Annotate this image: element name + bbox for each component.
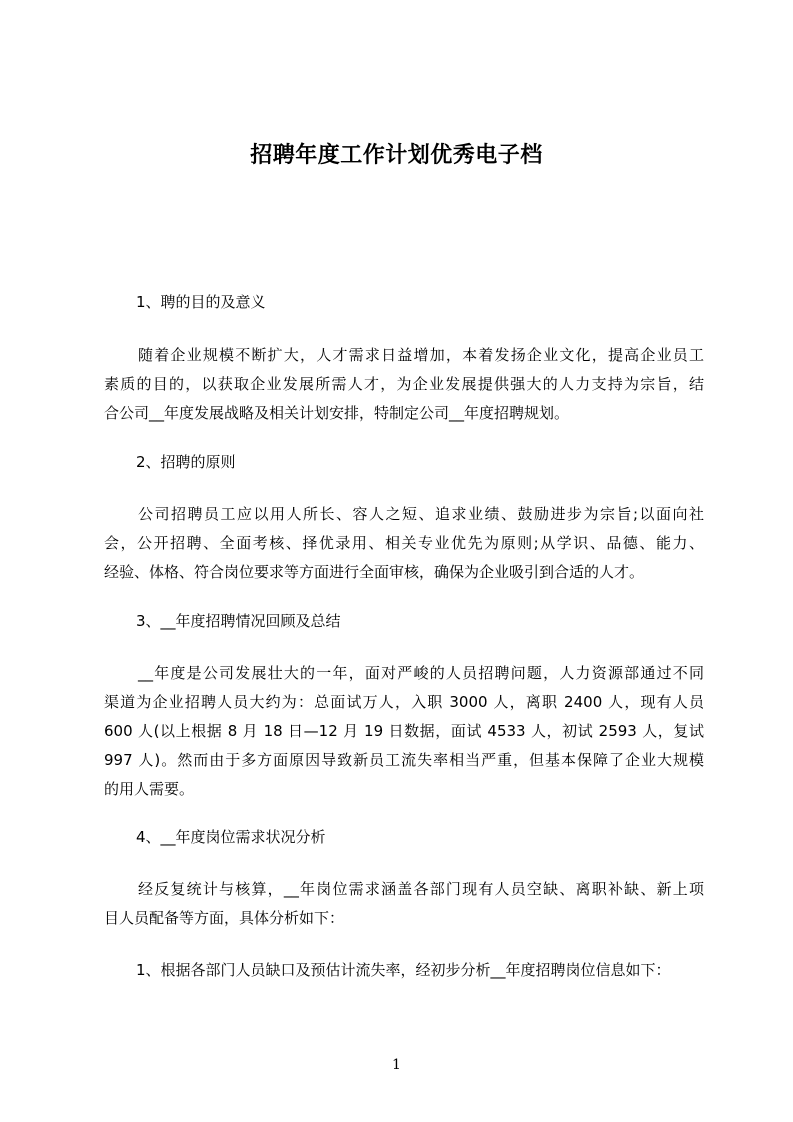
paragraph-line: 会，公开招聘、全面考核、择优录用、相关专业优先为原则;从学识、品德、能力、 xyxy=(104,534,704,552)
section-heading-purpose: 1、聘的目的及意义 xyxy=(136,293,266,311)
paragraph-line: 经反复统计与核算，__年岗位需求涵盖各部门现有人员空缺、离职补缺、新上项 xyxy=(138,880,704,898)
paragraph-line: 公司招聘员工应以用人所长、容人之短、追求业绩、鼓励进步为宗旨;以面向社 xyxy=(138,505,704,523)
subsection-heading-positions: 1、根据各部门人员缺口及预估计流失率，经初步分析__年度招聘岗位信息如下： xyxy=(136,961,671,979)
document-title: 招聘年度工作计划优秀电子档 xyxy=(250,143,543,168)
section-paragraph-demand xyxy=(104,875,704,933)
paragraph-line: 渠道为企业招聘人员大约为：总面试万人，入职 3000 人，离职 2400 人，现有人员 xyxy=(104,693,704,711)
section-paragraph-purpose xyxy=(104,341,704,428)
section-paragraph-principles xyxy=(104,500,704,587)
section-heading-principles: 2、招聘的原则 xyxy=(136,453,236,471)
paragraph-line: 合公司__年度发展战略及相关计划安排，特制定公司__年度招聘规划。 xyxy=(104,404,570,422)
section-heading-demand: 4、__年度岗位需求状况分析 xyxy=(136,828,326,846)
paragraph-line: 经验、体格、符合岗位要求等方面进行全面审核，确保为企业吸引到合适的人才。 xyxy=(104,563,645,581)
page-number: 1 xyxy=(392,1057,401,1073)
paragraph-line: 的用人需要。 xyxy=(104,780,195,798)
paragraph-line: 随着企业规模不断扩大，人才需求日益增加，本着发扬企业文化，提高企业员工 xyxy=(138,346,704,364)
paragraph-line: __年度是公司发展壮大的一年，面对严峻的人员招聘问题，人力资源部通过不同 xyxy=(138,664,704,682)
paragraph-line: 目人员配备等方面，具体分析如下： xyxy=(104,909,345,927)
paragraph-line: 997 人)。然而由于多方面原因导致新员工流失率相当严重，但基本保障了企业大规模 xyxy=(104,751,704,769)
paragraph-line: 素质的目的，以获取企业发展所需人才，为企业发展提供强大的人力支持为宗旨，结 xyxy=(104,375,704,393)
section-heading-review: 3、__年度招聘情况回顾及总结 xyxy=(136,612,341,630)
section-paragraph-review xyxy=(104,659,704,804)
paragraph-line: 600 人(以上根据 8 月 18 日—12 月 19 日数据，面试 4533 人，初试 2593 人，复试 xyxy=(104,722,704,740)
